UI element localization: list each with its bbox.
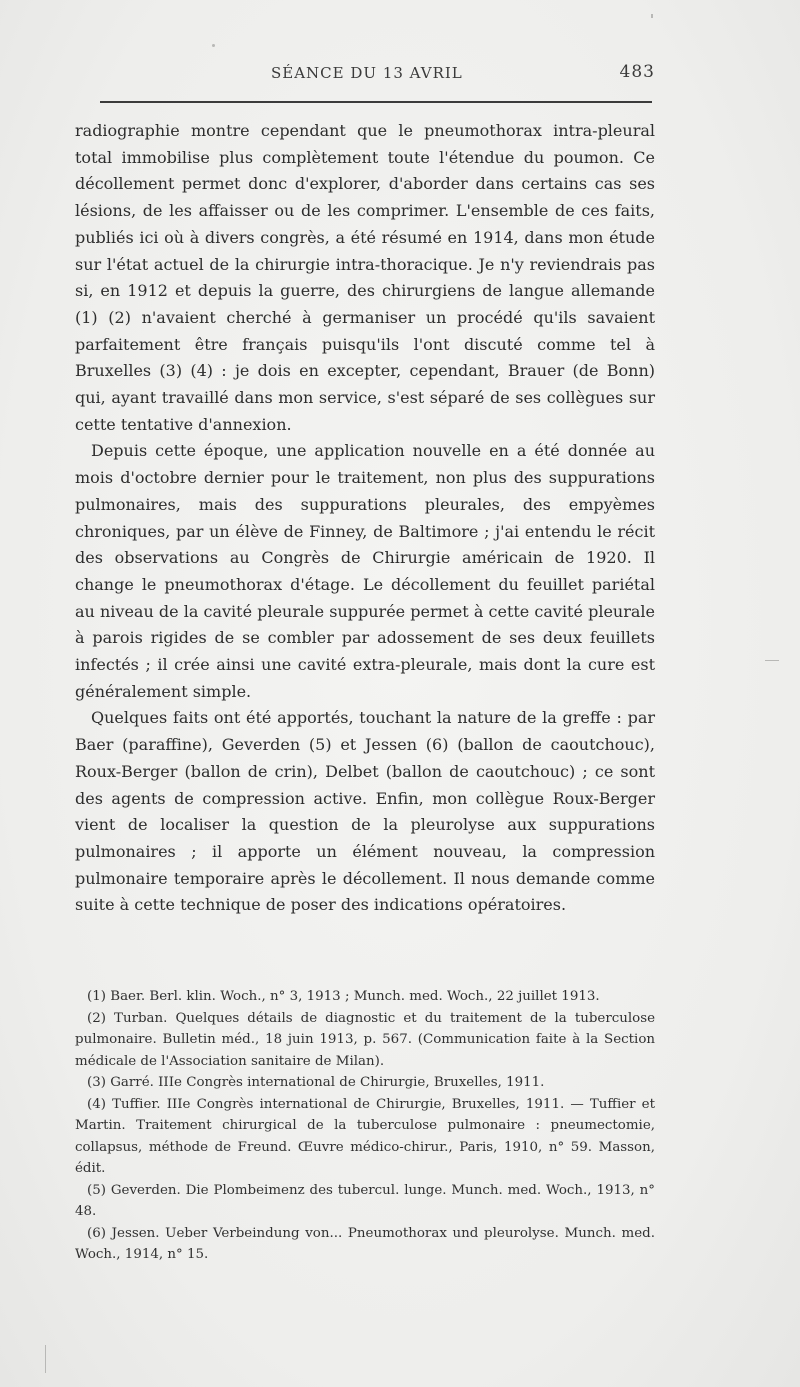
- footnote: (5) Geverden. Die Plombeimenz des tubercul. lunge. Munch. med. Woch., 1913, n° 48.: [75, 1182, 655, 1219]
- body-text: [75, 118, 655, 919]
- paragraph: Depuis cette époque, une application nouvelle en a été donnée au mois d'octobre dernier pour le traitement, non plus des suppurations pulmonaires, mais des suppurations pleurales, des empyèmes chroniques, par un élève de Finney, de Baltimore ; j'ai entendu le récit des observations au Congrès de Chirurgie américain de 1920. Il change le pneumothorax d'étage. Le décollement du feuillet pariétal au niveau de la cavité pleurale suppurée permet à cette cavité pleurale à parois rigides de se combler par adossement de ses deux feuillets infectés ; il crée ainsi une cavité extra-pleurale, mais dont la cure est généralement simple.: [75, 441, 655, 701]
- footnotes: [75, 986, 655, 1266]
- footnote: (1) Baer. Berl. klin. Woch., n° 3, 1913 ; Munch. med. Woch., 22 juillet 1913.: [87, 989, 600, 1004]
- page-number: 483: [619, 62, 655, 82]
- scan-speck: [765, 660, 779, 661]
- footnote: (4) Tuffier. IIIe Congrès international de Chirurgie, Bruxelles, 1911. — Tuffier et Martin. Traitement chirurgical de la tuberculose pulmonaire : pneumectomie, collapsus, méthode de Freund. Œuvre médico-chirur., Paris, 1910, n° 59. Masson, édit.: [75, 1096, 655, 1176]
- page-header: [75, 62, 655, 88]
- paragraph: Quelques faits ont été apportés, touchant la nature de la greffe : par Baer (paraffine), Geverden (5) et Jessen (6) (ballon de caoutchouc), Roux-Berger (ballon de crin), Delbet (ballon de caoutchouc) ; ce sont des agents de compression active. Enfin, mon collègue Roux-Berger vient de localiser la question de la pleurolyse aux suppurations pulmonaires ; il apporte un élément nouveau, la compression pulmonaire temporaire après le décollement. Il nous demande comme suite à cette technique de poser des indications opératoires.: [75, 708, 655, 915]
- paragraph: radiographie montre cependant que le pneumothorax intra-pleural total immobilise plus complètement toute l'étendue du poumon. Ce décollement permet donc d'explorer, d'aborder dans certains cas ses lésions, de les affaisser ou de les comprimer. L'ensemble de ces faits, publiés ici où à divers congrès, a été résumé en 1914, dans mon étude sur l'état actuel de la chirurgie intra-thoracique. Je n'y reviendrais pas si, en 1912 et depuis la guerre, des chirurgiens de langue allemande (1) (2) n'avaient cherché à germaniser un procédé qu'ils savaient parfaitement être français puisqu'ils l'ont discuté comme tel à Bruxelles (3) (4) : je dois en excepter, cependant, Brauer (de Bonn) qui, ayant travaillé dans mon service, s'est séparé de ses collègues sur cette tentative d'annexion.: [75, 121, 655, 434]
- footnote: (6) Jessen. Ueber Verbeindung von... Pneumothorax und pleurolyse. Munch. med. Woch., 1914, n° 15.: [75, 1225, 655, 1262]
- header-rule: [100, 101, 652, 103]
- footnote: (2) Turban. Quelques détails de diagnostic et du traitement de la tuberculose pulmonaire. Bulletin méd., 18 juin 1913, p. 567. (Communication faite à la Section médicale de l'Association sanitaire de Milan).: [75, 1010, 655, 1069]
- scan-speck: [45, 1345, 46, 1373]
- footnote: (3) Garré. IIIe Congrès international de Chirurgie, Bruxelles, 1911.: [87, 1075, 545, 1090]
- scan-speck: [212, 44, 215, 47]
- running-title: SÉANCE DU 13 AVRIL: [271, 64, 463, 82]
- scan-speck: [651, 14, 653, 18]
